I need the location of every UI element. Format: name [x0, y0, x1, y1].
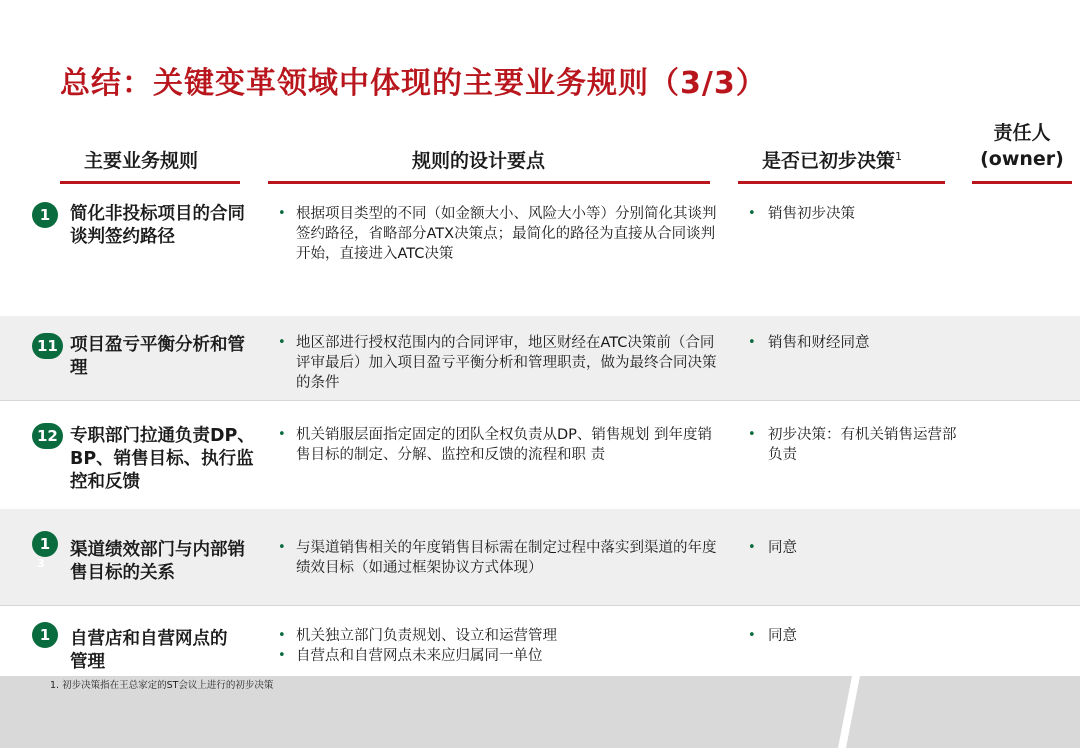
table-row — [0, 401, 1080, 509]
column-header-design: 规则的设计要点 — [412, 150, 546, 172]
decision-status — [748, 425, 958, 465]
column-header-owner — [972, 120, 1072, 172]
design-points — [278, 626, 718, 666]
decision-item: • 同意 — [748, 626, 958, 646]
design-points — [278, 204, 718, 264]
row-number-badge: 1 — [32, 531, 58, 557]
column-header-owner-line2: (owner) — [980, 148, 1064, 170]
rule-name: 简化非投标项目的合同谈判签约路径 — [70, 204, 245, 247]
decision-status — [748, 538, 958, 558]
decision-item: • 销售初步决策 — [748, 204, 958, 224]
table-row — [0, 509, 1080, 605]
decision-status — [748, 204, 958, 224]
column-header-owner-line1: 责任人 — [993, 122, 1051, 144]
header-underline-rule — [60, 181, 240, 184]
column-header-decision-text: 是否已初步决策 — [762, 150, 896, 172]
header-underline-owner — [972, 181, 1072, 184]
design-point: • 机关独立部门负责规划、设立和运营管理 — [278, 626, 718, 646]
decision-item: • 初步决策：有机关销售运营部负责 — [748, 425, 958, 465]
row-number-badge: 1 — [32, 202, 58, 228]
row-number-badge: 11 — [32, 333, 63, 359]
table-row — [0, 316, 1080, 400]
column-header-decision — [762, 146, 902, 173]
design-point: • 地区部进行授权范围内的合同评审，地区财经在ATC决策前（合同评审最后）加入项目盈亏平衡分析和管理职责，做为最终合同决策的条件 — [278, 333, 718, 393]
table-row — [0, 190, 1080, 316]
footnote-marker: 1 — [895, 150, 903, 163]
rule-name: 自营店和自营网点的管理 — [70, 629, 228, 672]
row-number-badge-digit: 3 — [37, 557, 45, 570]
footnote: 1. 初步决策指在王总家定的ST会议上进行的初步决策 — [50, 680, 274, 691]
column-header-rule: 主要业务规则 — [84, 150, 199, 172]
design-point: • 自营点和自营网点未来应归属同一单位 — [278, 646, 718, 666]
row-number-badge: 1 — [32, 622, 58, 648]
rule-name: 渠道绩效部门与内部销售目标的关系 — [70, 540, 245, 583]
row-number-badge: 12 — [32, 423, 63, 449]
rule-name: 专职部门拉通负责DP、BP、销售目标、执行监控和反馈 — [70, 426, 255, 492]
header-underline-decision — [738, 181, 945, 184]
decision-item: • 同意 — [748, 538, 958, 558]
rule-name: 项目盈亏平衡分析和管理 — [70, 335, 245, 378]
decision-status — [748, 333, 958, 353]
design-point: • 机关销服层面指定固定的团队全权负责从DP、销售规划 到年度销售目标的制定、分解、监控和反馈的流程和职 责 — [278, 425, 718, 465]
table-row — [0, 606, 1080, 676]
design-points — [278, 538, 718, 578]
header-underline-design — [268, 181, 710, 184]
design-point: • 与渠道销售相关的年度销售目标需在制定过程中落实到渠道的年度绩效目标（如通过框架协议方式体现） — [278, 538, 718, 578]
design-point: • 根据项目类型的不同（如金额大小、风险大小等）分别简化其谈判签约路径，省略部分ATX决策点；最简化的路径为直接从合同谈判开始，直接进入ATC决策 — [278, 204, 718, 264]
design-points — [278, 425, 718, 465]
decision-item: • 销售和财经同意 — [748, 333, 958, 353]
decision-status — [748, 626, 958, 646]
design-points — [278, 333, 718, 393]
decorative-slash — [838, 676, 860, 748]
page-title: 总结：关键变革领域中体现的主要业务规则（3/3） — [60, 66, 767, 101]
